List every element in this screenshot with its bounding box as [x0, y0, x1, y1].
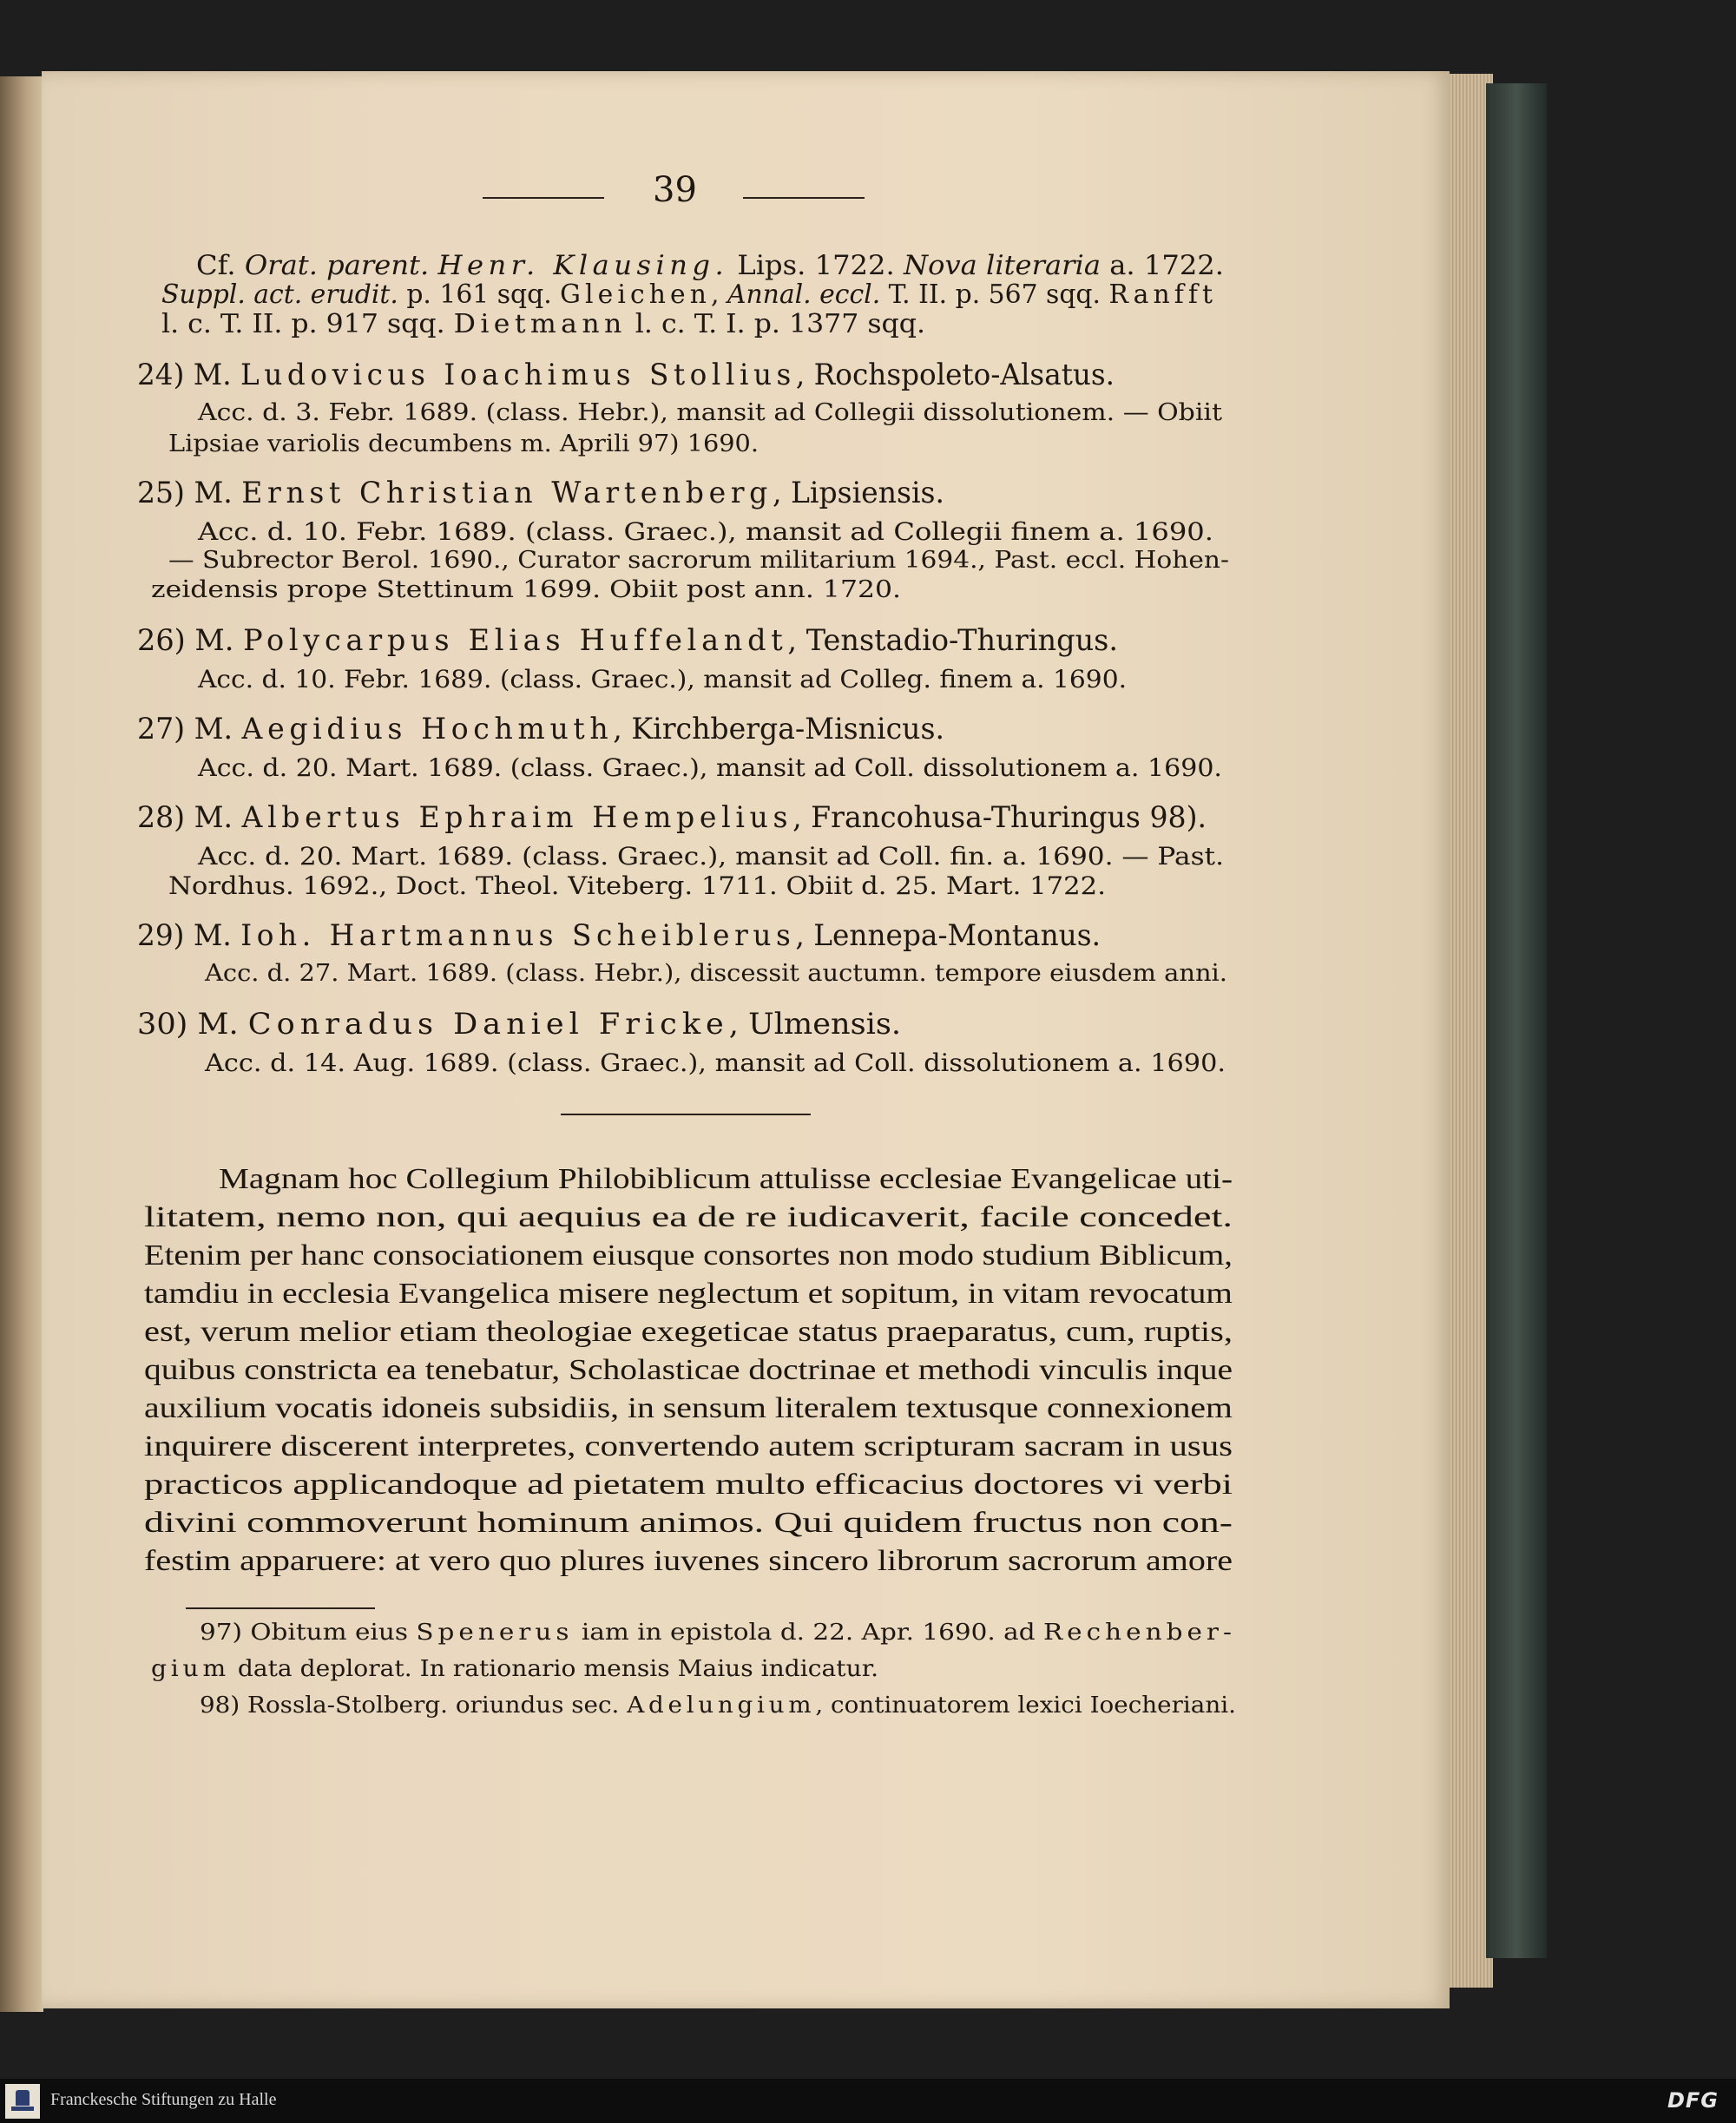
text-run: data deplorat. In rationario mensis Maius indicatur.: [229, 1656, 879, 1682]
text-run: , Lennepa-Montanus.: [795, 918, 1101, 953]
facing-page-edge: [0, 76, 43, 2012]
paragraph-line: auxilium vocatis idoneis subsidiis, in sensum literalem textusque connexionem: [144, 1392, 1233, 1424]
section-divider: [561, 1114, 811, 1115]
text-run: Acc. d. 20. Mart. 1689. (class. Graec.), mansit ad Coll. fin. a. 1690. — Past.: [198, 842, 1224, 871]
text-run: 27) M.: [137, 712, 242, 746]
footnote-line-fn97a: [200, 1620, 1236, 1646]
text-run: , Ulmensis.: [728, 1007, 902, 1042]
text-run: zeidensis prope Stettinum 1699. Obiit post ann. 1720.: [151, 576, 901, 603]
page-number: 39: [653, 170, 697, 210]
entry-line-e25b: [168, 547, 1229, 574]
text-run: 25) M.: [137, 476, 242, 510]
spaced-name: Spenerus: [416, 1620, 574, 1646]
italic-title: Suppl. act. erudit.: [161, 279, 398, 310]
text-run: Nordhus. 1692., Doct. Theol. Viteberg. 1711. Obiit d. 25. Mart. 1722.: [168, 871, 1106, 900]
text-run: Acc. d. 10. Febr. 1689. (class. Graec.), mansit ad Colleg. finem a. 1690.: [198, 665, 1128, 693]
dfg-logo: DFG: [1667, 2088, 1719, 2113]
text-run: Lips. 1722.: [728, 250, 904, 281]
text-run: , Lipsiensis.: [772, 476, 945, 510]
book-cover: [1486, 83, 1547, 1958]
spaced-name: Aegidius Hochmuth: [241, 712, 614, 746]
spaced-name: Rechenber-: [1042, 1620, 1236, 1646]
paragraph-line: tamdiu in ecclesia Evangelica misere neglectum et sopitum, in vitam revocatum: [144, 1278, 1233, 1310]
entry-line-cite2: [161, 279, 1217, 310]
italic-title: Henr. Klausing.: [437, 250, 729, 281]
entry-line-e30: [137, 1007, 901, 1042]
text-run: 24) M.: [137, 358, 240, 392]
text-run: l. c. T. II. p. 917 sqq.: [161, 309, 454, 339]
footnote-line-fn98: [200, 1692, 1236, 1719]
paragraph-line: litatem, nemo non, qui aequius ea de re iudicaverit, facile concedet.: [144, 1201, 1233, 1233]
institution-logo-icon: [5, 2084, 40, 2119]
text-run: Lipsiae variolis decumbens m. Aprili 97) 1690.: [168, 431, 760, 457]
italic-title: Orat. parent.: [244, 250, 438, 281]
text-run: — Subrector Berol. 1690., Curator sacrorum militarium 1694., Past. eccl. Hohen-: [168, 547, 1229, 574]
paragraph-line: practicos applicandoque ad pietatem multo efficacius doctores vi verbi: [144, 1469, 1233, 1501]
spaced-name: Dietmann: [453, 309, 627, 339]
spaced-name: Ernst Christian Wartenberg: [241, 476, 773, 510]
header-rule-left: [483, 197, 604, 199]
entry-line-e25a: [198, 517, 1213, 546]
text-run: 30) M.: [137, 1007, 248, 1042]
text-run: , Francohusa-Thuringus 98).: [792, 800, 1207, 835]
italic-title: Annal. eccl.: [727, 279, 881, 310]
paragraph-line: Magnam hoc Collegium Philobiblicum attulisse ecclesiae Evangelicae uti-: [219, 1163, 1233, 1195]
text-run: , Tenstadio-Thuringus.: [787, 623, 1119, 658]
text-run: iam in epistola d. 22. Apr. 1690. ad: [573, 1620, 1043, 1646]
entry-line-e26a: [198, 665, 1127, 693]
text-run: Acc. d. 3. Febr. 1689. (class. Hebr.), mansit ad Collegii dissolutionem. — Obiit: [198, 399, 1222, 426]
entry-line-e28a: [198, 842, 1224, 871]
text-run: Acc. d. 20. Mart. 1689. (class. Graec.), mansit ad Coll. dissolutionem a. 1690.: [198, 753, 1222, 782]
entry-line-e25c: [151, 576, 901, 603]
entry-line-e26: [137, 623, 1118, 658]
paragraph-line: inquirere discerent interpretes, convertendo autem scripturam sacram in usus: [144, 1430, 1233, 1462]
text-run: a. 1722.: [1101, 250, 1224, 281]
paragraph-line: divini commoverunt hominum animos. Qui quidem fructus non con-: [144, 1507, 1233, 1539]
text-run: l. c. T. I. p. 1377 sqq.: [626, 309, 926, 339]
institution-name: Franckesche Stiftungen zu Halle: [50, 2090, 277, 2109]
entry-line-e24b: [168, 431, 759, 457]
text-run: 26) M.: [137, 623, 244, 658]
entry-line-e25: [137, 476, 944, 510]
entry-line-e29: [137, 918, 1101, 953]
text-run: 98) Rossla-Stolberg. oriundus sec.: [200, 1692, 628, 1719]
text-run: Acc. d. 14. Aug. 1689. (class. Graec.), mansit ad Coll. dissolutionem a. 1690.: [205, 1048, 1226, 1077]
entry-line-e30a: [205, 1048, 1226, 1077]
text-run: , continuatorem lexici Ioecheriani.: [815, 1692, 1236, 1719]
spaced-name: gium: [151, 1656, 230, 1682]
footnote-line-fn97b: [151, 1656, 878, 1682]
paragraph-line: Etenim per hanc consociationem eiusque consortes non modo studium Biblicum,: [144, 1239, 1233, 1272]
spaced-name: Albertus Ephraim Hempelius: [241, 800, 793, 835]
paragraph-line: festim apparuere: at vero quo plures iuvenes sincero librorum sacrorum amore: [144, 1545, 1233, 1577]
text-run: 29) M.: [137, 918, 241, 953]
paragraph-line: quibus constricta ea tenebatur, Scholasticae doctrinae et methodi vinculis inque: [144, 1354, 1233, 1386]
entry-line-e27: [137, 712, 944, 746]
paragraph-line: est, verum melior etiam theologiae exegeticae status praeparatus, cum, ruptis,: [144, 1316, 1233, 1348]
text-run: Acc. d. 27. Mart. 1689. (class. Hebr.), discessit auctumn. tempore eiusdem anni.: [205, 960, 1228, 987]
text-run: 97) Obitum eius: [200, 1620, 417, 1646]
italic-title: Nova literaria: [903, 250, 1101, 281]
text-run: , Rochspoleto-Alsatus.: [795, 358, 1115, 392]
entry-line-e27a: [198, 753, 1222, 782]
entry-line-cite1: [196, 250, 1224, 281]
entry-line-cite3: [161, 309, 925, 339]
footnote-rule: [186, 1607, 375, 1609]
viewer-footer: [0, 2079, 1736, 2123]
spaced-name: Conradus Daniel Fricke: [247, 1007, 729, 1042]
header-rule-right: [743, 197, 865, 199]
text-run: T. II. p. 567 sqq.: [880, 279, 1109, 310]
text-run: 28) M.: [137, 800, 242, 835]
text-run: Cf.: [196, 250, 245, 281]
spaced-name: Adelungium: [627, 1692, 816, 1719]
spaced-name: Ludovicus Ioachimus Stollius: [240, 358, 796, 392]
text-run: ,: [710, 279, 727, 310]
spaced-name: Ioh. Hartmannus Scheiblerus: [240, 918, 796, 953]
entry-line-e29a: [205, 960, 1227, 987]
spaced-name: Gleichen: [560, 279, 711, 310]
spaced-name: Ranfft: [1108, 279, 1218, 310]
text-run: , Kirchberga-Misnicus.: [613, 712, 945, 746]
text-run: p. 161 sqq.: [398, 279, 561, 310]
entry-line-e24a: [198, 399, 1222, 426]
entry-line-e28: [137, 800, 1207, 835]
spaced-name: Polycarpus Elias Huffelandt: [243, 623, 788, 658]
text-run: Acc. d. 10. Febr. 1689. (class. Graec.), mansit ad Collegii finem a. 1690.: [198, 517, 1214, 546]
entry-line-e28b: [168, 871, 1106, 900]
entry-line-e24: [137, 358, 1115, 392]
